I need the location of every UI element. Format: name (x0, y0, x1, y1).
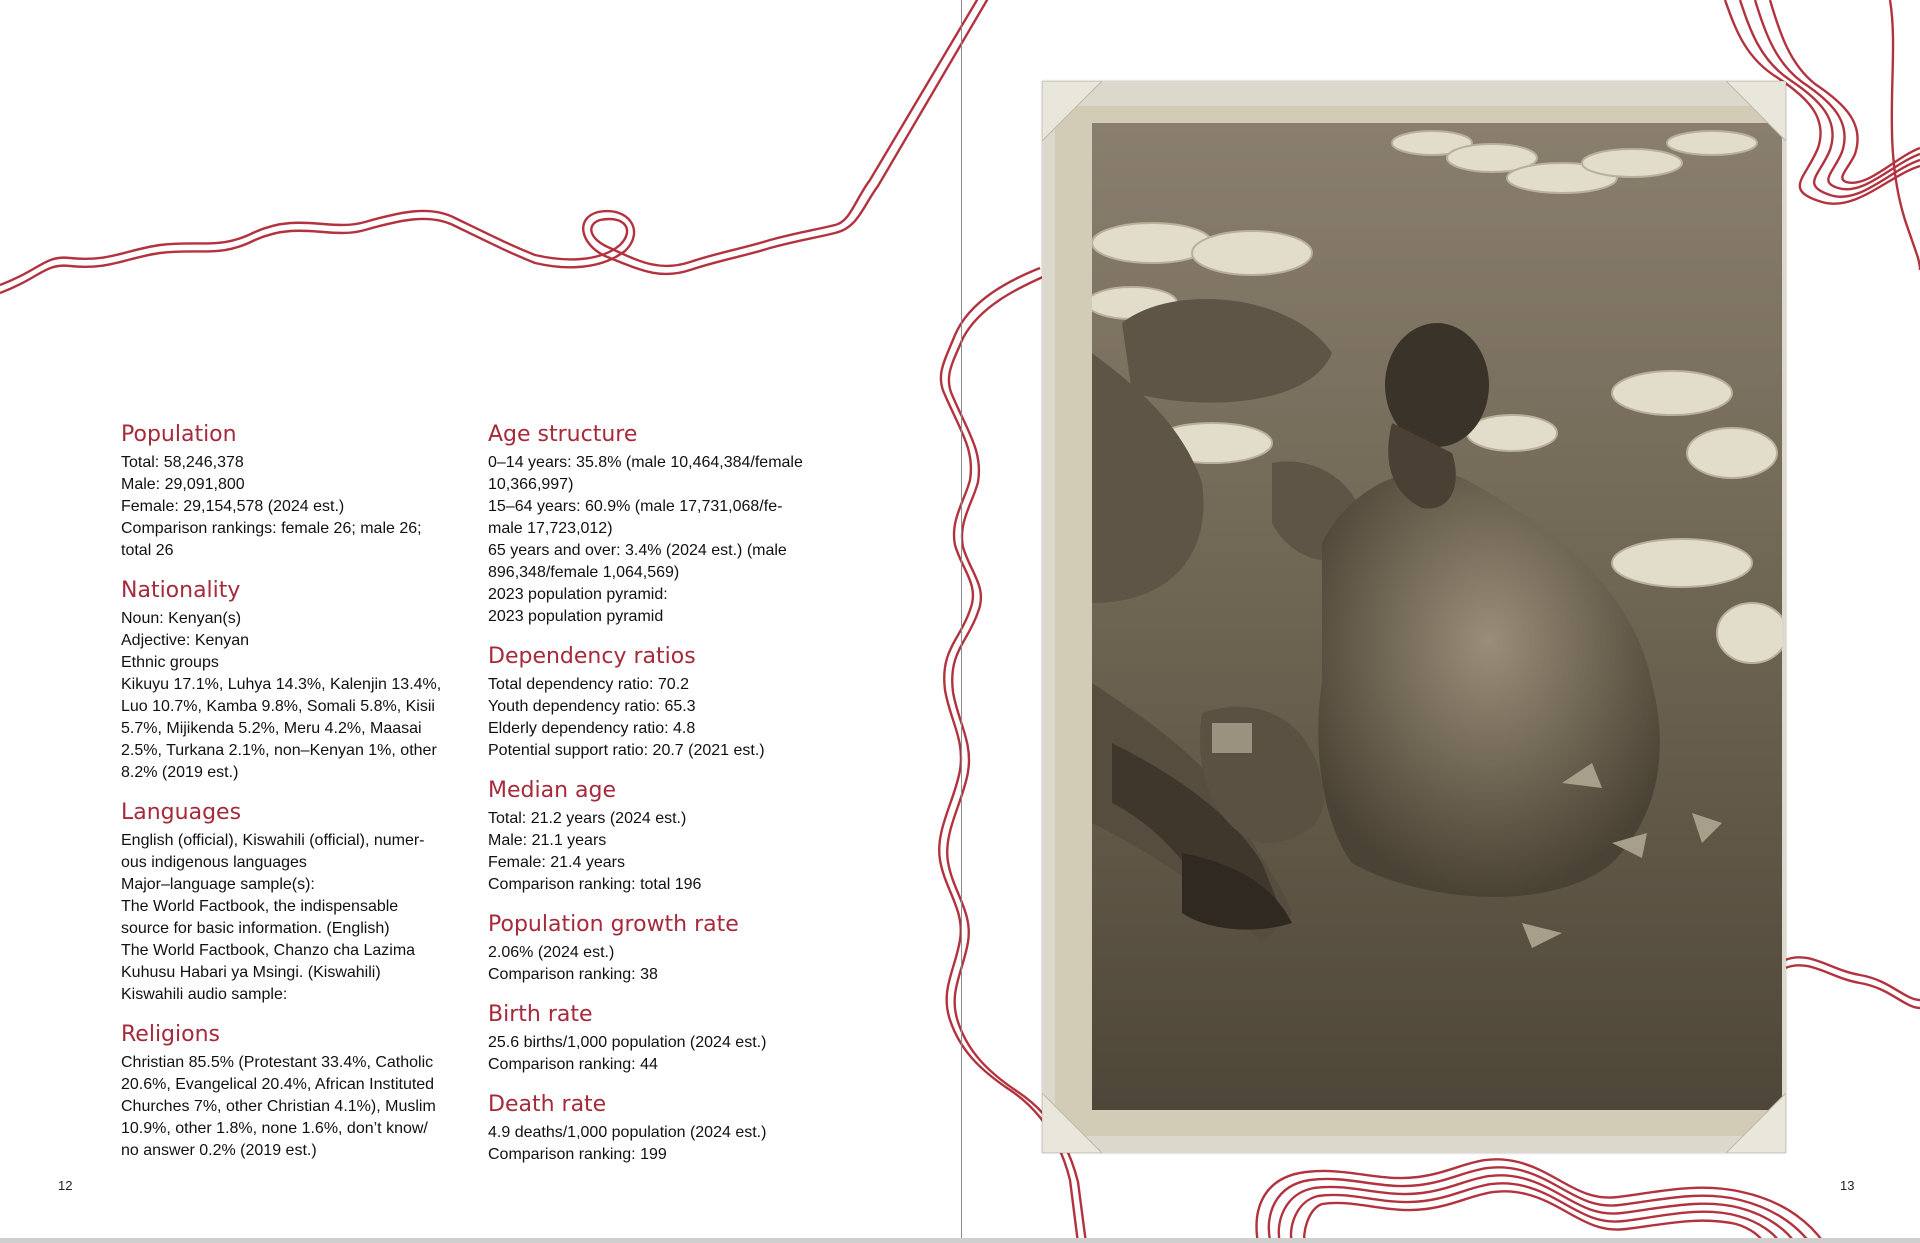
heading-nationality: Nationality (121, 578, 241, 603)
border-line-top-right-c (1770, 0, 1920, 183)
text-line: 0–14 years: 35.8% (male 10,464,384/female (488, 454, 803, 471)
text-line: Adjective: Kenyan (121, 632, 250, 649)
border-line-bottom-c (1291, 1183, 1780, 1243)
text-line: The World Factbook, Chanzo cha Lazima (121, 942, 416, 959)
text-line: 896,348/female 1,064,569) (488, 564, 680, 581)
page-gutter (961, 0, 962, 1243)
middle-text-column (488, 420, 858, 1180)
text-line: 2023 population pyramid: (488, 586, 668, 603)
text-line: Youth dependency ratio: 65.3 (488, 698, 696, 715)
page-number-left: 12 (58, 1178, 73, 1193)
section-birth-rate (488, 1000, 858, 1076)
text-line: Comparison ranking: 38 (488, 966, 658, 983)
heading-age-structure: Age structure (488, 422, 638, 447)
text-line: Major–language sample(s): (121, 876, 315, 893)
border-line-top-left-b (0, 0, 990, 293)
text-line: ous indigenous languages (121, 854, 307, 871)
heading-median-age: Median age (488, 778, 616, 803)
text-line: 8.2% (2019 est.) (121, 764, 239, 781)
section-death-rate (488, 1090, 858, 1166)
text-line: The World Factbook, the indispensable (121, 898, 399, 915)
text-line: 20.6%, Evangelical 20.4%, African Instituted (121, 1076, 435, 1093)
text-line: Comparison ranking: 44 (488, 1056, 658, 1073)
text-line: Ethnic groups (121, 654, 219, 671)
section-nationality (121, 576, 491, 784)
section-median-age (488, 776, 858, 896)
section-population (121, 420, 491, 562)
border-line-lower-right-a (1785, 957, 1920, 1000)
heading-dependency-ratios: Dependency ratios (488, 644, 696, 669)
border-line-bottom-e (1257, 1159, 1824, 1243)
photograph-illustration (1092, 123, 1782, 1110)
section-languages (121, 798, 491, 1006)
text-line: Comparison ranking: 199 (488, 1146, 667, 1163)
text-line: 5.7%, Mijikenda 5.2%, Meru 4.2%, Maasai (121, 720, 422, 737)
text-line: 65 years and over: 3.4% (2024 est.) (male (488, 542, 787, 559)
text-line: Female: 29,154,578 (2024 est.) (121, 498, 345, 515)
text-line: total 26 (121, 542, 174, 559)
text-line: Total: 21.2 years (2024 est.) (488, 810, 687, 827)
section-religions (121, 1020, 491, 1162)
section-age-structure (488, 420, 858, 628)
bottom-edge (0, 1238, 1920, 1243)
heading-languages: Languages (121, 800, 242, 825)
text-line: English (official), Kiswahili (official), numer- (121, 832, 425, 849)
text-line: Elderly dependency ratio: 4.8 (488, 720, 696, 737)
text-line: 10.9%, other 1.8%, none 1.6%, don’t know/ (121, 1120, 428, 1137)
population-pyramid-link[interactable]: 2023 population pyramid (488, 608, 664, 625)
text-line: Male: 21.1 years (488, 832, 607, 849)
sepia-photograph (1092, 123, 1782, 1110)
text-line: 10,366,997) (488, 476, 574, 493)
text-line: Kuhusu Habari ya Msingi. (Kiswahili) (121, 964, 381, 981)
text-line: source for basic information. (English) (121, 920, 390, 937)
photo-corner-bottom-left (1042, 1093, 1102, 1153)
text-line: 4.9 deaths/1,000 population (2024 est.) (488, 1124, 767, 1141)
text-line: 25.6 births/1,000 population (2024 est.) (488, 1034, 767, 1051)
text-line: Total dependency ratio: 70.2 (488, 676, 690, 693)
photo-corner-top-left (1042, 81, 1102, 141)
text-line: Christian 85.5% (Protestant 33.4%, Catholic (121, 1054, 434, 1071)
photo-corner-bottom-right (1726, 1093, 1786, 1153)
heading-religions: Religions (121, 1022, 220, 1047)
text-line: Noun: Kenyan(s) (121, 610, 242, 627)
heading-population-growth-rate: Population growth rate (488, 912, 739, 937)
border-line-right-edge (1890, 0, 1920, 270)
text-line: Comparison rankings: female 26; male 26; (121, 520, 422, 537)
section-dependency-ratios (488, 642, 858, 762)
text-line: Male: 29,091,800 (121, 476, 245, 493)
text-line: 2.5%, Turkana 2.1%, non–Kenyan 1%, other (121, 742, 437, 759)
text-line: Kikuyu 17.1%, Luhya 14.3%, Kalenjin 13.4%, (121, 676, 442, 693)
text-line: Comparison ranking: total 196 (488, 876, 702, 893)
text-line: 15–64 years: 60.9% (male 17,731,068/fe- (488, 498, 783, 515)
heading-population: Population (121, 422, 237, 447)
page-number-right: 13 (1840, 1178, 1855, 1193)
border-line-bottom-a (1269, 1167, 1810, 1243)
section-population-growth-rate (488, 910, 858, 986)
text-line: Total: 58,246,378 (121, 454, 244, 471)
heading-birth-rate: Birth rate (488, 1002, 593, 1027)
text-line: Churches 7%, other Christian 4.1%), Muslim (121, 1098, 436, 1115)
text-line: Kiswahili audio sample: (121, 986, 288, 1003)
text-line: Potential support ratio: 20.7 (2021 est.) (488, 742, 765, 759)
text-line: Female: 21.4 years (488, 854, 625, 871)
text-line: no answer 0.2% (2019 est.) (121, 1142, 317, 1159)
border-line-lower-right-b (1785, 965, 1920, 1008)
border-line-top-left-a (0, 0, 980, 285)
text-line: 2.06% (2024 est.) (488, 944, 615, 961)
left-text-column (121, 420, 491, 1176)
border-line-bottom-b (1279, 1175, 1795, 1243)
text-line: male 17,723,012) (488, 520, 613, 537)
heading-death-rate: Death rate (488, 1092, 607, 1117)
text-line: Luo 10.7%, Kamba 9.8%, Somali 5.8%, Kisii (121, 698, 435, 715)
photo-corner-top-right (1726, 81, 1786, 141)
border-line-bottom-d (1304, 1191, 1764, 1243)
